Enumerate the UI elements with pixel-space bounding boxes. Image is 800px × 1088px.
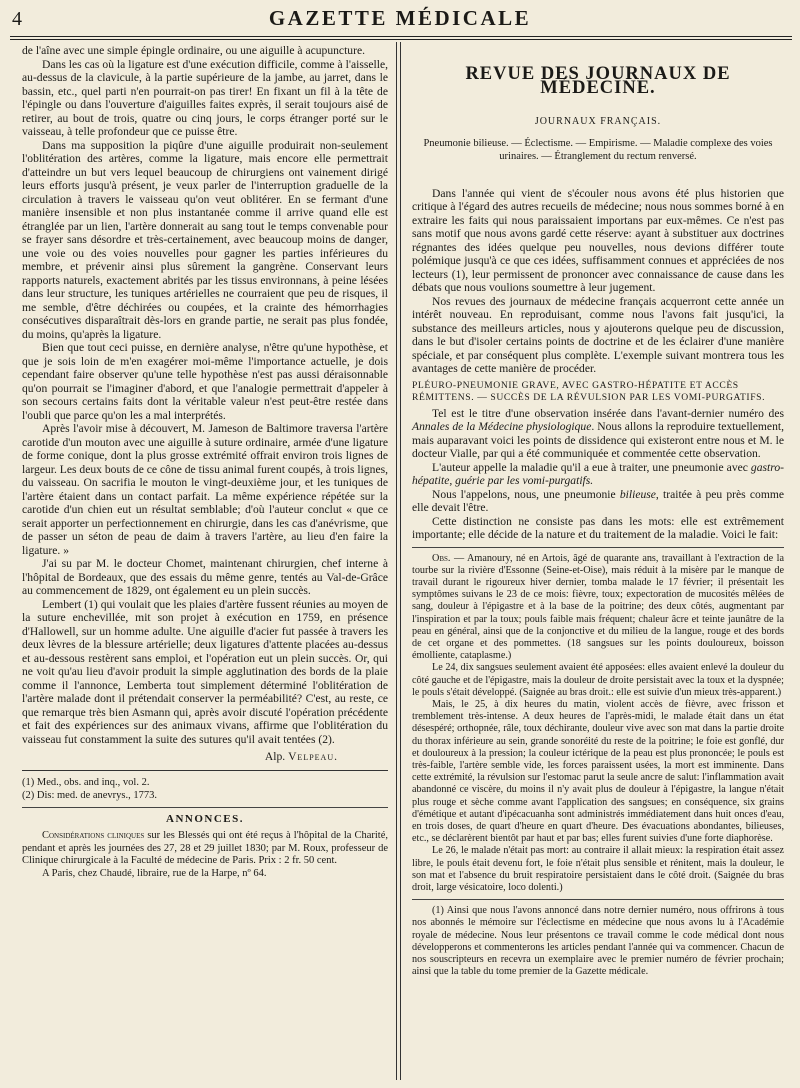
signature-prefix: Alp. [264, 750, 286, 763]
observation-paragraph-1 [412, 553, 784, 663]
journal-title: GAZETTE MÉDICALE [268, 6, 532, 30]
annonce-address: A Paris, chez Chaudé, libraire, rue de la Harpe, nº 64. [42, 867, 267, 879]
annonces-heading: ANNONCES. [166, 812, 244, 825]
case-intro [412, 407, 784, 461]
case-intro-text: Tel est le titre d'une observation insérée dans l'avant-dernier numéro des [432, 406, 784, 420]
header-rule-secondary [10, 39, 792, 40]
annonce-text: sur les Blessés qui ont été reçus à l'hôpital de la Charité, pendant et après les journées des 27, 28 et 29 juillet 1830; par M. Roux, professeur de Clinique chirurgicale à la Faculté de médecine de Paris. Prix : 2 fr. 50 cent. [22, 830, 389, 866]
footnote-1: (1) Med., obs. and inq., vol. 2. [22, 776, 150, 788]
annonces-rule [22, 807, 388, 808]
observation-paragraph-3: Mais, le 25, à dix heures du matin, violent accès de fièvre, avec frisson et tremblement très-intense. A deux heures de l'après-midi, le malade était dans un état désespéré; orthopnée, râle, toux déchirante, douleur vive avec son mat dans la partie droite du thorax inférieure au sein, grande sonoréité du reste de la poitrine; le foie est gonflé, dur et douloureux à la pression; la couleur ictérique de la peau est plus prononcée; le pouls est très-faible, l'artère semble vide, les forces paraissent usées, la mort est imminente. Dans cette extrémité, la révulsion sur l'estomac parut la seule ancre de salut: l'inflammation avait abandonné ce viscère, du moins il n'y avait plus de douleur à l'épigastre, la langue n'était plus rouge et sèche comme avant l'application des sangsues; en conséquence, six grains d'émétique et autant d'ipécacuanha sont administrés immédiatement dans huit onces d'eau, en trois doses, de quart d'heure en quart d'heure. Des évacuations abondantes, bilieuses, etc., se déclarèrent bientôt par haut et par bas; elles furent suivies d'une forte diaphorèse. [412, 698, 784, 845]
our-diagnosis-end: , traitée à peu près comme elle devait l'être. [412, 487, 784, 514]
footnote-rule [22, 770, 388, 771]
left-paragraph-2: Dans les cas où la ligature est d'une exécution difficile, comme à l'aisselle, au-dessus de la clavicule, à la partie supérieure de la jambe, au jarret, dans le bassin, etc., quel parti n'en pourrait-on pas tirer! En fixant un fil à la tête de l'épingle ou dans l'ouverture d'aiguilles faites exprès, il serait toujours aisé de retirer, au bout de trois, quatre ou cinq jours, le corps étranger porté sur le vaisseau, à telle profondeur que ce puisse être. [22, 57, 388, 138]
case-intro-text-end: . Nous allons la reproduire textuellement, mais auparavant voici les points de dissidence qui existeront entre nous et M. le docteur Vialle, par qui a été communiquée et commentée cette observation. [412, 420, 784, 460]
masthead [0, 0, 800, 36]
left-paragraph-7: Lembert (1) qui voulait que les plaies d'artère fussent réunies au moyen de la suture enchevillée, mit son projet à exécution en 1759, en présence d'Hallowell, sur un homme adulte. Une aiguille d'acier fut passée à travers les deux lèvres de la blessure artérielle; deux ligatures d'attente placées au-dessus et au-dessous restèrent sans emploi, et l'opération eut un plein succès. Or, qui ne voit qu'au lieu d'avoir produit la simple agglutination des bords de la plaie comme il l'annonce, Lemberta tout simplement déterminé l'oblitération de l'artère malade dont il prétendait conserver la perméabilité? C'est, au reste, ce que remarque très bien Asmann qui, après avoir discuté l'opération précédente et fait des expériences sur des animaux vivans, affirme que l'oblitération du vaisseau fut constamment la suite des sutures qu'il avait tentées (2). [22, 597, 388, 746]
our-diagnosis-text: Nous l'appelons, nous, une pneumonie [432, 487, 620, 501]
observation-rule [412, 547, 784, 548]
right-paragraph-2: Nos revues des journaux de médecine français acquerront cette année un intérêt nouveau. En reproduisant, comme nous l'avons fait jusqu'ici, la substance des meilleurs articles, nous y ajouterons quelque peu de discussion, dans le but d'isoler certains points de doctrine et de les éclairer d'une manière spéciale, et par conséquent plus complète. L'exemple suivant montrera tous les avantages de cette manière de procéder. [412, 294, 784, 375]
left-paragraph-6: J'ai su par M. le docteur Chomet, maintenant chirurgien, chef interne à l'hôpital de Bordeaux, que des essais du même genre, tentés au Val-de-Grâce au commencement de 1829, ont également eu un plein succès. [22, 557, 388, 597]
left-column [22, 44, 388, 880]
signature-name: Velpeau. [288, 750, 338, 763]
header-rule [10, 36, 792, 37]
page-number: 4 [12, 8, 22, 30]
author-diagnosis [412, 461, 784, 488]
author-diagnosis-emphasis: gastro-hépatite, guérie par les vomi-purgatifs. [412, 460, 784, 487]
left-paragraph-3: Dans ma supposition la piqûre d'une aiguille produirait non-seulement l'oblitération des artères, comme la ligature, mais encore elle permettrait d'atteindre un but vers lequel beaucoup de chirurgiens ont vainement dirigé leurs efforts jusqu'à présent, je veux parler de l'interruption graduelle de la circulation à travers le vaisseau qu'on veut oblitérer. En se fermant d'une manière insensible et non plus instantanée comme il arrive quand elle est étranglée par un lien, l'artère donnerait au sang tout le temps convenable pour se frayer sans désordre et très-certainement, avec beaucoup moins de danger, une voie ou des voies nouvelles pour gagner les parties inférieures du membre, et prévenir ainsi plus sûrement la gangrène. Conservant leurs rapports naturels, exactement abrités par les tissus environnans, à peine lésées dans leur structure, les tuniques artérielles ne courraient que peu de risques, il me semble, d'être déchirées ou coupées, et la crainte des hémorrhagies consécutives disparaîtrait dès-lors en grande partie, ne serait pas plus fondée, du moins, qu'après la ligature. [22, 138, 388, 341]
case-title: PLÉURO-PNEUMONIE GRAVE, AVEC GASTRO-HÉPATITE ET ACCÈS RÉMITTENS. — SUCCÈS DE LA RÉVULSION PAR LES VOMI-PURGATIFS. [412, 379, 766, 403]
distinction-paragraph: Cette distinction ne consiste pas dans les mots: elle est extrêmement importante; elle décide de la nature et du traitement de la maladie. Voici le fait: [412, 514, 784, 541]
left-paragraph-1: de l'aîne avec une simple épingle ordinaire, ou une aiguille à acupuncture. [22, 44, 366, 57]
subject-list: Pneumonie bilieuse. — Éclectisme. — Empirisme. — Maladie complexe des voies urinaires. — Étranglement du rectum renversé. [423, 137, 773, 162]
observation-lead: Obs. [432, 552, 451, 564]
column-divider-secondary [400, 42, 401, 1080]
editor-note: (1) Ainsi que nous l'avons annoncé dans notre dernier numéro, nous offrirons à tous nos abonnés le mémoire sur l'éclectisme en médecine que nous avons lu à l'Académie royale de médecine. Nous leur présentons ce travail comme le code médical dont nous développerons et commenterons les articles pendant l'année qui va commencer. Chacun de nos souscripteurs en recevra un exemplaire avec le premier numéro de février prochain; ainsi que la table du tome premier de la Gazette médicale. [412, 905, 784, 978]
note-rule [412, 899, 784, 900]
observation-text-1: — Amanoury, né en Artois, âgé de quarante ans, travaillant à l'extraction de la tourbe sur la rivière d'Essonne (Seine-et-Oise), mais réduit à la misère par le manque de travail durant le rigoureux hiver dernier, tomba malade le 17 février; il présentait les symptômes suivans le 23 de ce mois: fièvre, toux; expectoration de mucosités mêlées de sang, douleur à l'épigastre et à la base de la poitrine; des deux côtés, augmentant par l'inspiration et par la toux; pouls faible mais fréquent; chaleur âcre et teinte jaunâtre de la peau en général, ainsi que de la conjonctive et du milieu de la langue, rouge et des bords de cet organe et des pommettes. (18 sangsues sur les points douloureux, boisson émolliente, cataplasme.) [412, 552, 784, 662]
annonce-lead: Considérations cliniques [42, 830, 145, 841]
journal-name: Annales de la Médecine physiologique [412, 420, 592, 433]
observation [412, 553, 784, 895]
observation-paragraph-4: Le 26, le malade n'était pas mort: au contraire il allait mieux: la respiration était assez libre, le pouls était devenu fort, le foie n'était plus sensible et rénitent, mais la douleur, le son mat et l'absence du bruit respiratoire persistaient dans le côté droit. (Saignée du bras droit, large vésicatoire, loco dolenti.) [412, 845, 784, 893]
observation-paragraph-2: Le 24, dix sangsues seulement avaient été apposées: elles avaient enlevé la douleur du côté gauche et de l'épigastre, mais la douleur de droite persistait avec la toux et la dyspnée; le pouls s'était développé. (Saignée au bras droit.: elle est suivie d'un mieux très-apparent.) [412, 662, 784, 698]
column-divider [396, 42, 397, 1080]
right-column [412, 44, 784, 978]
annonce-entry [22, 830, 388, 868]
footnote-2: (2) Dis: med. de anevrys., 1773. [22, 789, 158, 801]
subsection-title: JOURNAUX FRANÇAIS. [534, 116, 662, 127]
left-paragraph-4: Bien que tout ceci puisse, en dernière analyse, n'être qu'une hypothèse, et que je sois loin de m'en exagérer moi-même l'importance actuelle, je dois cependant faire observer qu'une telle hypothèse n'est pas aussi déraisonnable qu'on pourrait se l'imaginer d'abord, et que l'analogie permettrait d'appeler à son secours certains faits dont la véritable valeur n'est peut-être restée dans l'oubli que parce qu'on les a mal interprétés. [22, 341, 388, 422]
author-diagnosis-text: L'auteur appelle la maladie qu'il a eue à traiter, une pneumonie avec [432, 460, 751, 474]
our-diagnosis-emphasis: bilieuse [619, 487, 656, 501]
right-paragraph-1: Dans l'année qui vient de s'écouler nous avons été plus historien que critique à l'égard des autres recueils de médecine; nous nous sommes borné à en extraire les faits qui nous paraissaient importans par eux-mêmes. Ce n'est pas sans motif que nous avons gardé cette réserve: ayant à substituer aux doctrines régnantes des idées quelque peu nouvelles, nous devions différer toute polémique jusqu'à ce que ces idées, suffisamment connues et appréciées de nos lecteurs (1), leur permissent de prononcer avec connaissance de cause dans les débats que nous voulions soumettre à leur jugement. [412, 186, 784, 294]
left-paragraph-5: Après l'avoir mise à découvert, M. Jameson de Baltimore traversa l'artère carotide d'un mouton avec une aiguille à suture ordinaire, armée d'une ligature de forme conique, dont la plus grosse extrémité offrait environ trois lignes de largeur. Les deux bouts de ce cône de tissu animal furent coupés, à trois lignes, du vaisseau. On sacrifia le mouton le vingt-deuxième jour, et les tuniques de l'artère étaient dans un contact parfait. La même expérience répétée sur la carotide d'un chien eut un résultat semblable; d'où l'auteur conclut « que ce serait apporter un perfectionnement en chirurgie, dans les cas d'anévrisme, que de passer un séton de peau de daim à travers l'artère, au lieu d'en faire la ligature. » [22, 422, 388, 557]
our-diagnosis [412, 488, 784, 515]
author-signature [22, 750, 338, 764]
section-title: REVUE DES JOURNAUX DE MÉDECINE. [465, 64, 731, 98]
